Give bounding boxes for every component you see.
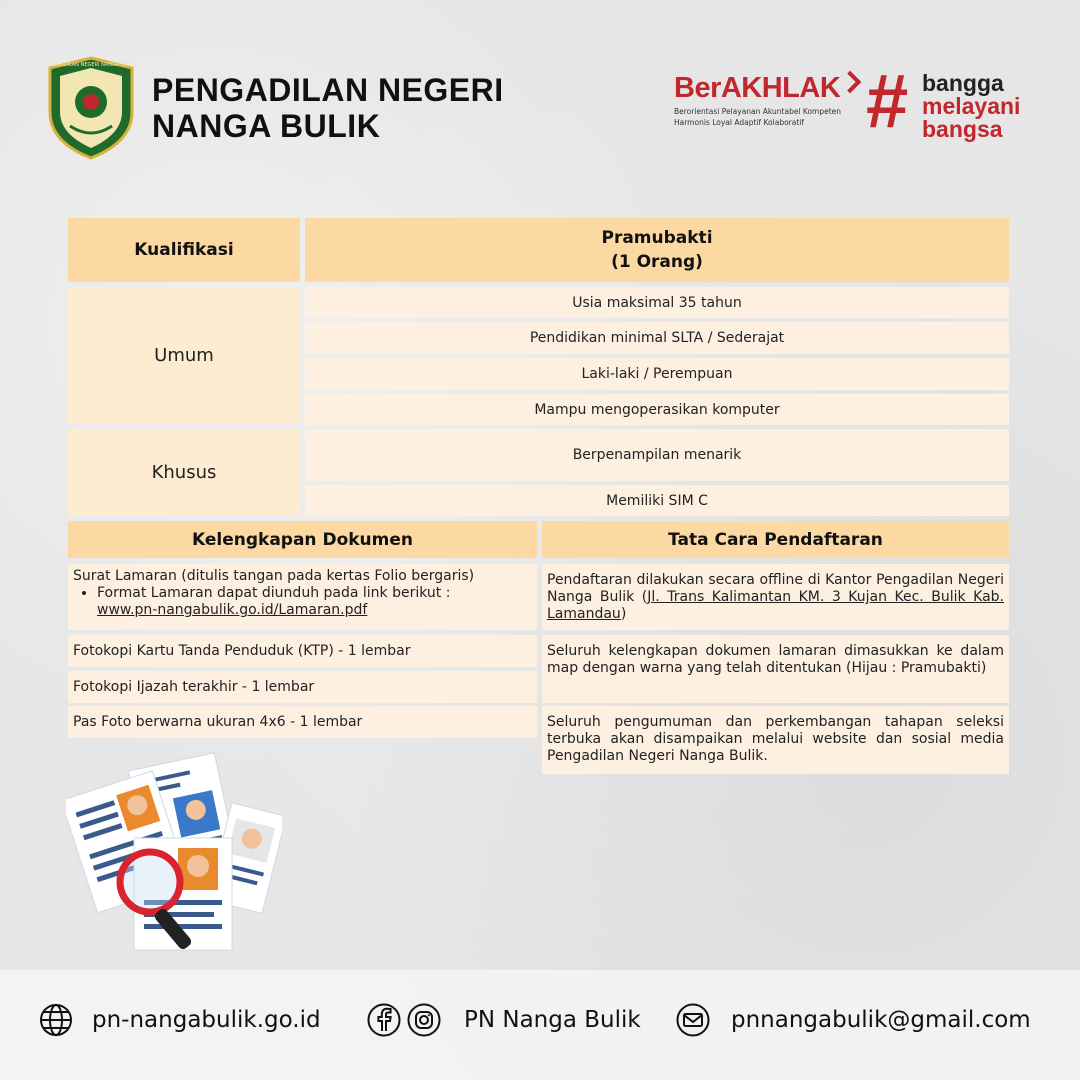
document-item: Surat Lamaran (ditulis tangan pada kertas Folio bergaris) • Format Lamaran dapat diunduh pada link berikut : www.pn-nangabulik.go.id/Lamaran.pdf	[68, 564, 537, 630]
registration-step: Seluruh kelengkapan dokumen lamaran dimasukkan ke dalam map dengan warna yang telah ditentukan (Hijau : Pramubakti)	[542, 635, 1009, 703]
registration-step: Seluruh pengumuman dan perkembangan tahapan seleksi terbuka akan disampaikan melalui website dan sosial media Pengadilan Negeri Nanga Bulik.	[542, 706, 1009, 774]
documents-magnifier-illustration	[66, 742, 282, 956]
mail-icon	[675, 1002, 711, 1038]
hashtag-icon: #	[866, 59, 909, 144]
court-seal-logo	[46, 54, 136, 162]
group-label-khusus: Khusus	[68, 429, 300, 516]
position-column-header: Pramubakti (1 Orang)	[305, 218, 1009, 282]
footer-email[interactable]: pnnangabulik@gmail.com	[675, 1002, 1031, 1038]
berakhlak-logo: BerAKHLAK Berorientasi Pelayanan Akuntabel Kompeten Harmonis Loyal Adaptif Kolaboratif	[674, 72, 864, 142]
bangga-melayani-bangsa-logo: # bangga melayani bangsa	[866, 59, 1021, 144]
document-item: Fotokopi Kartu Tanda Penduduk (KTP) - 1 lembar	[68, 635, 537, 667]
documents-header: Kelengkapan Dokumen	[68, 521, 537, 558]
instagram-icon	[406, 1002, 442, 1038]
header	[0, 0, 1080, 200]
footer-social[interactable]: PN Nanga Bulik	[366, 1002, 641, 1038]
facebook-icon	[366, 1002, 402, 1038]
table-row: Mampu mengoperasikan komputer	[305, 394, 1009, 425]
table-row: Usia maksimal 35 tahun	[305, 287, 1009, 318]
qualification-column-header: Kualifikasi	[68, 218, 300, 282]
seal-text: PENGADILAN NEGERI NANGA BULIK	[46, 62, 136, 68]
registration-step: Pendaftaran dilakukan secara offline di Kantor Pengadilan Negeri Nanga Bulik (Jl. Trans Kalimantan KM. 3 Kujan Kec. Bulik Kab. Lamandau)	[542, 564, 1009, 630]
document-item: Fotokopi Ijazah terakhir - 1 lembar	[68, 671, 537, 703]
table-row: Berpenampilan menarik	[305, 429, 1009, 481]
footer-website[interactable]: pn-nangabulik.go.id	[38, 1002, 321, 1038]
document-item: Pas Foto berwarna ukuran 4x6 - 1 lembar	[68, 706, 537, 738]
table-row: Laki-laki / Perempuan	[305, 358, 1009, 390]
lamaran-pdf-link[interactable]: www.pn-nangabulik.go.id/Lamaran.pdf	[97, 602, 368, 618]
page-title: PENGADILAN NEGERI NANGA BULIK	[152, 72, 504, 144]
table-row: Pendidikan minimal SLTA / Sederajat	[305, 322, 1009, 354]
group-label-umum: Umum	[68, 287, 300, 423]
globe-icon	[38, 1002, 74, 1038]
table-row: Memiliki SIM C	[305, 485, 1009, 516]
address-link[interactable]: Jl. Trans Kalimantan KM. 3 Kujan Kec. Bulik Kab. Lamandau	[547, 589, 1004, 622]
registration-header: Tata Cara Pendaftaran	[542, 521, 1009, 558]
